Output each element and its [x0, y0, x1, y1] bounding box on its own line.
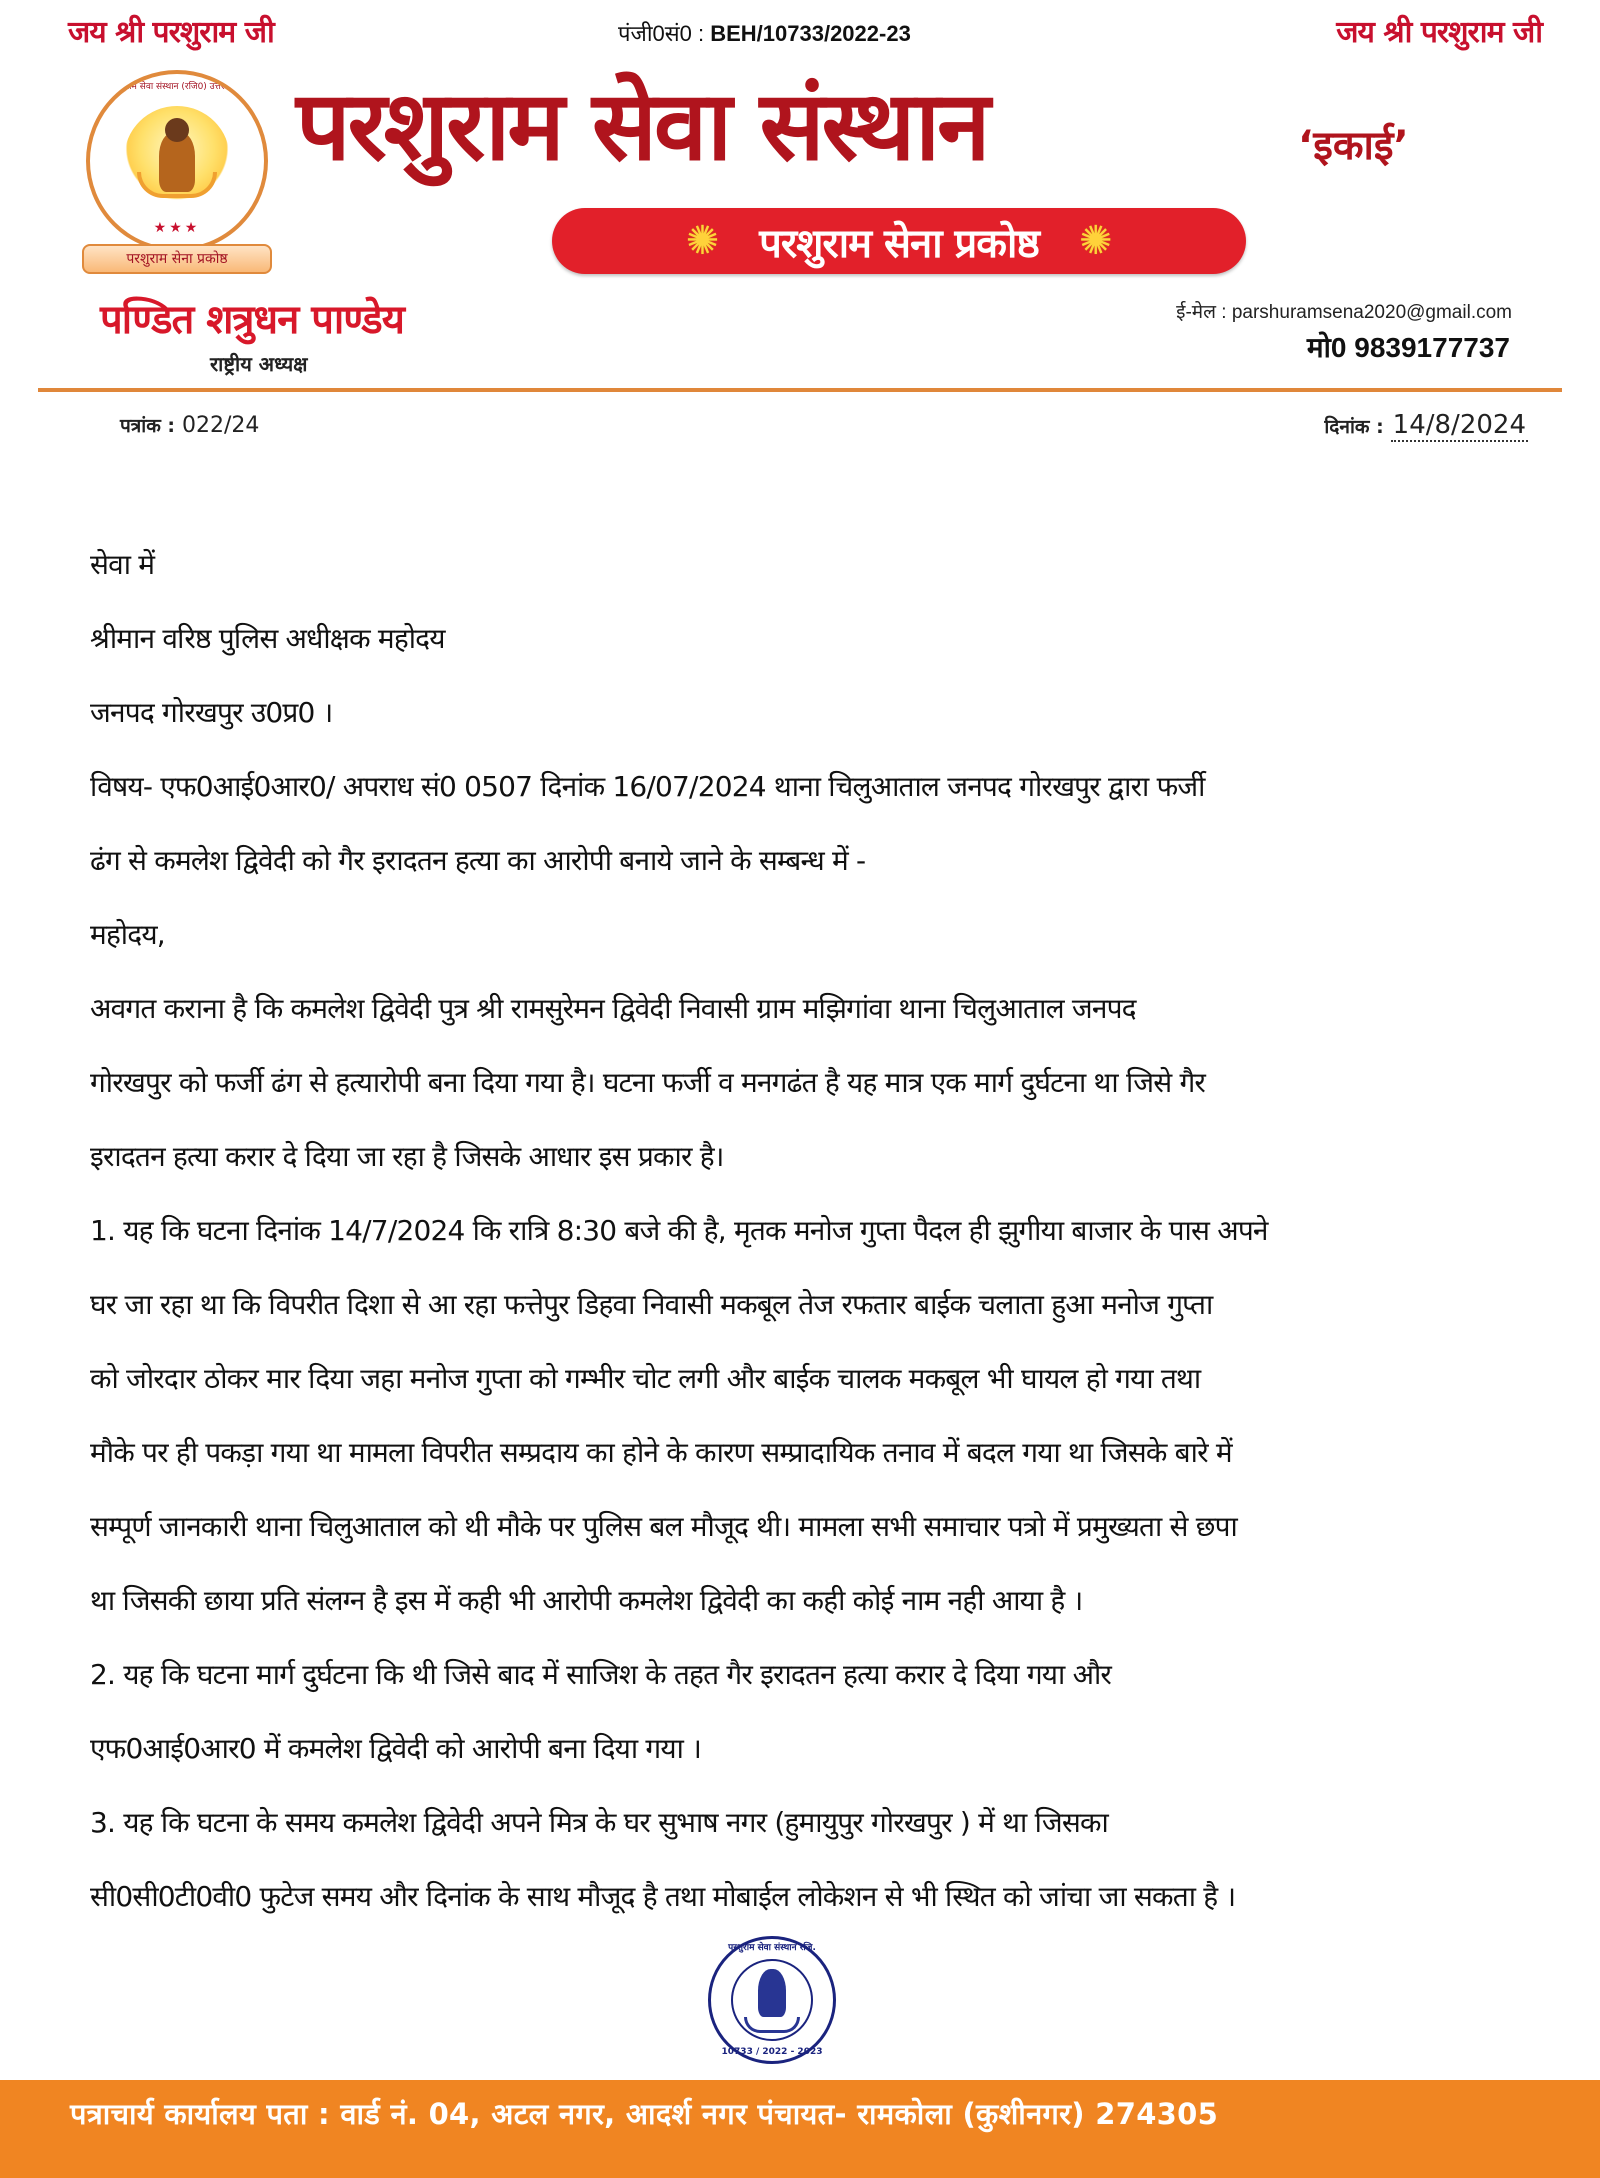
point-1-line: मौके पर ही पकड़ा गया था मामला विपरीत सम्प्रदाय का होने के कारण सम्प्रादायिक तनाव में बदल गया था जिसके बारे में: [90, 1436, 1232, 1469]
footer-bar: [0, 2080, 1600, 2178]
organization-name: परशुराम सेवा संस्थान: [296, 70, 988, 182]
subject-line: ढंग से कमलेश द्विवेदी को गैर इरादतन हत्या का आरोपी बनाये जाने के सम्बन्ध में -: [90, 844, 866, 877]
body-line: अवगत कराना है कि कमलेश द्विवेदी पुत्र श्री रामसुरेमन द्विवेदी निवासी ग्राम मझिगांवा थाना चिलुआताल जनपद: [90, 992, 1136, 1025]
reference-label: पत्रांक :: [120, 415, 176, 437]
sub-banner: [552, 208, 1246, 274]
point-3-line: सी0सी0टी0वी0 फुटेज समय और दिनांक के साथ मौजूद है तथा मोबाईल लोकेशन से भी स्थित को जांचा जा सकता है ।: [90, 1880, 1236, 1913]
stamp-top-text: परशुराम सेवा संस्थान रजि.: [728, 1943, 816, 1953]
lotus-icon: [137, 172, 217, 198]
slogan-right: जय श्री परशुराम जी: [1336, 15, 1542, 50]
letter-body: [90, 528, 1570, 1934]
reference-value: 022/24: [182, 413, 260, 438]
stamp-lotus-icon: [744, 2017, 800, 2033]
point-1-line: को जोरदार ठोकर मार दिया जहा मनोज गुप्ता को गम्भीर चोट लगी और बाईक चालक मकबूल भी घायल हो गया तथा: [90, 1362, 1201, 1395]
recipient-district: जनपद गोरखपुर उ0प्र0 ।: [90, 696, 333, 729]
registration-number: [618, 18, 911, 48]
sub-banner-text: परशुराम सेना प्रकोष्ठ: [759, 220, 1039, 267]
slogan-left: जय श्री परशुराम जी: [68, 15, 274, 50]
subject-line: विषय- एफ0आई0आर0/ अपराध सं0 0507 दिनांक 16/07/2024 थाना चिलुआताल जनपद गोरखपुर द्वारा फर्जी: [90, 770, 1205, 803]
mobile-contact[interactable]: मो0 9839177737: [1306, 332, 1510, 363]
stars-icon: ★★★: [153, 220, 201, 236]
stamp-bottom-text: 10733 / 2022 - 2023: [721, 2047, 823, 2057]
greeting: महोदय,: [90, 918, 165, 951]
point-3-line: 3. यह कि घटना के समय कमलेश द्विवेदी अपने मित्र के घर सुभाष नगर (हुमायुपुर गोरखपुर ) में था जिसका: [90, 1806, 1108, 1839]
logo-ring-text: परशुराम सेवा संस्थान (रजि0) उत्तर प्रदेश: [110, 82, 244, 92]
header-divider: [38, 388, 1562, 392]
stamp-figure-icon: [758, 1969, 786, 2017]
logo-ribbon: परशुराम सेना प्रकोष्ठ: [82, 244, 272, 274]
organization-logo: [82, 70, 272, 274]
date-value: 14/8/2024: [1392, 410, 1526, 440]
point-1-line: था जिसकी छाया प्रति संलग्न है इस में कही भी आरोपी कमलेश द्विवेदी का कही कोई नाम नही आया है ।: [90, 1584, 1083, 1617]
logo-halo: [124, 106, 230, 212]
point-1-line: सम्पूर्ण जानकारी थाना चिलुआताल को थी मौके पर पुलिस बल मौजूद थी। मामला सभी समाचार पत्रो में प्रमुख्यता से छपा: [90, 1510, 1237, 1543]
registration-value: BEH/10733/2022-23: [710, 21, 911, 46]
point-1-line: घर जा रहा था कि विपरीत दिशा से आ रहा फत्तेपुर डिहवा निवासी मकबूल तेज रफतार बाईक चलाता हुआ मनोज गुप्ता: [90, 1288, 1213, 1321]
leader-name: पण्डित शत्रुधन पाण्डेय: [100, 297, 404, 343]
recipient-title: श्रीमान वरिष्ठ पुलिस अधीक्षक महोदय: [90, 622, 445, 655]
stamp-inner-ring: [731, 1959, 813, 2041]
point-2-line: 2. यह कि घटना मार्ग दुर्घटना कि थी जिसे बाद में साजिश के तहत गैर इरादतन हत्या करार दे दिया गया और: [90, 1658, 1112, 1691]
body-line: इरादतन हत्या करार दे दिया जा रहा है जिसके आधार इस प्रकार है।: [90, 1140, 724, 1173]
sun-flower-icon: ✺: [1078, 218, 1113, 264]
figure-head-icon: [165, 118, 189, 142]
body-line: गोरखपुर को फर्जी ढंग से हत्यारोपी बना दिया गया है। घटना फर्जी व मनगढंत है यह मात्र एक मार्ग दुर्घटना था जिसे गैर: [90, 1066, 1206, 1099]
footer-address: पत्राचार्य कार्यालय पता : वार्ड नं. 04, अटल नगर, आदर्श नगर पंचायत- रामकोला (कुशीनगर) 274305: [70, 2097, 1219, 2131]
date-label: दिनांक :: [1324, 416, 1384, 438]
salutation-to: सेवा में: [90, 548, 155, 581]
registration-label: पंजी0सं0 :: [618, 21, 705, 46]
leader-title: राष्ट्रीय अध्यक्ष: [210, 352, 308, 376]
letter-date: [1324, 410, 1528, 440]
email-contact[interactable]: ई-मेल : parshuramsena2020@gmail.com: [1176, 302, 1512, 323]
reference-number: [120, 412, 259, 438]
sun-flower-icon: ✺: [685, 218, 720, 264]
organization-seal-stamp: [708, 1936, 836, 2064]
point-1-line: 1. यह कि घटना दिनांक 14/7/2024 कि रात्रि 8:30 बजे की है, मृतक मनोज गुप्ता पैदल ही झुगीया बाजार के पास अपने: [90, 1214, 1268, 1247]
logo-ring: [86, 70, 268, 252]
organization-unit: ‘इकाई’: [1298, 123, 1409, 169]
point-2-line: एफ0आई0आर0 में कमलेश द्विवेदी को आरोपी बना दिया गया ।: [90, 1732, 702, 1765]
